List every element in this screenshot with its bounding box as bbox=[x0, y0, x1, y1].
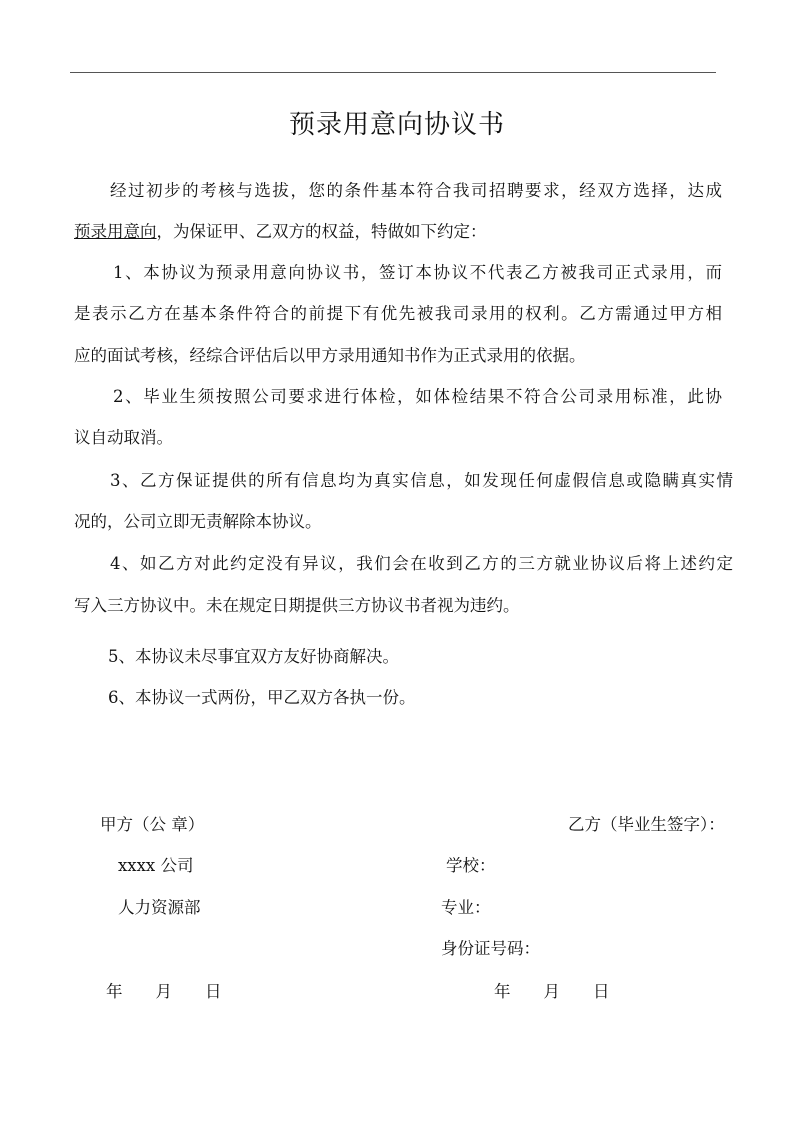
clause-2-line-1: 2、毕业生须按照公司要求进行体检，如体检结果不符合公司录用标准，此协 bbox=[113, 387, 722, 406]
intro-line-1: 经过初步的考核与选拔，您的条件基本符合我司招聘要求，经双方选择，达成 bbox=[110, 181, 722, 200]
party-a-label: 甲方（公 章） bbox=[100, 815, 205, 834]
date-party-a: 年 月 日 bbox=[106, 982, 222, 1001]
clause-1-line-2: 是表示乙方在基本条件符合的前提下有优先被我司录用的权利。乙方需通过甲方相 bbox=[74, 304, 722, 323]
underlined-term: 预录用意向 bbox=[74, 222, 157, 241]
clause-1-line-1: 1、本协议为预录用意向协议书，签订本协议不代表乙方被我司正式录用，而 bbox=[113, 263, 722, 282]
document-title: 预录用意向协议书 bbox=[288, 110, 505, 140]
school-field: 学校： bbox=[446, 856, 496, 875]
header-rule bbox=[70, 72, 716, 73]
intro-line-2-rest: ，为保证甲、乙双方的权益，特做如下约定： bbox=[156, 222, 487, 241]
company-name: xxxx 公司 bbox=[118, 856, 194, 875]
party-b-label: 乙方（毕业生签字）： bbox=[568, 815, 725, 834]
clause-4-line-2: 写入三方协议中。未在规定日期提供三方协议书者视为违约。 bbox=[74, 596, 520, 615]
major-field: 专业： bbox=[441, 898, 491, 917]
date-party-b: 年 月 日 bbox=[494, 982, 610, 1001]
clause-6: 6、本协议一式两份，甲乙双方各执一份。 bbox=[108, 688, 416, 707]
clause-1-line-3: 应的面试考核，经综合评估后以甲方录用通知书作为正式录用的依据。 bbox=[74, 346, 586, 365]
clause-4-line-1: 4、如乙方对此约定没有异议，我们会在收到乙方的三方就业协议后将上述约定 bbox=[110, 554, 733, 573]
clause-3-line-2: 况的，公司立即无责解除本协议。 bbox=[74, 512, 322, 531]
department-name: 人力资源部 bbox=[118, 898, 201, 917]
clause-3-line-1: 3、乙方保证提供的所有信息均为真实信息，如发现任何虚假信息或隐瞒真实情 bbox=[110, 471, 733, 490]
clause-2-line-2: 议自动取消。 bbox=[74, 428, 173, 447]
intro-line-2 bbox=[74, 221, 487, 243]
clause-5: 5、本协议未尽事宜双方友好协商解决。 bbox=[108, 647, 399, 666]
id-number-field: 身份证号码： bbox=[441, 939, 540, 958]
